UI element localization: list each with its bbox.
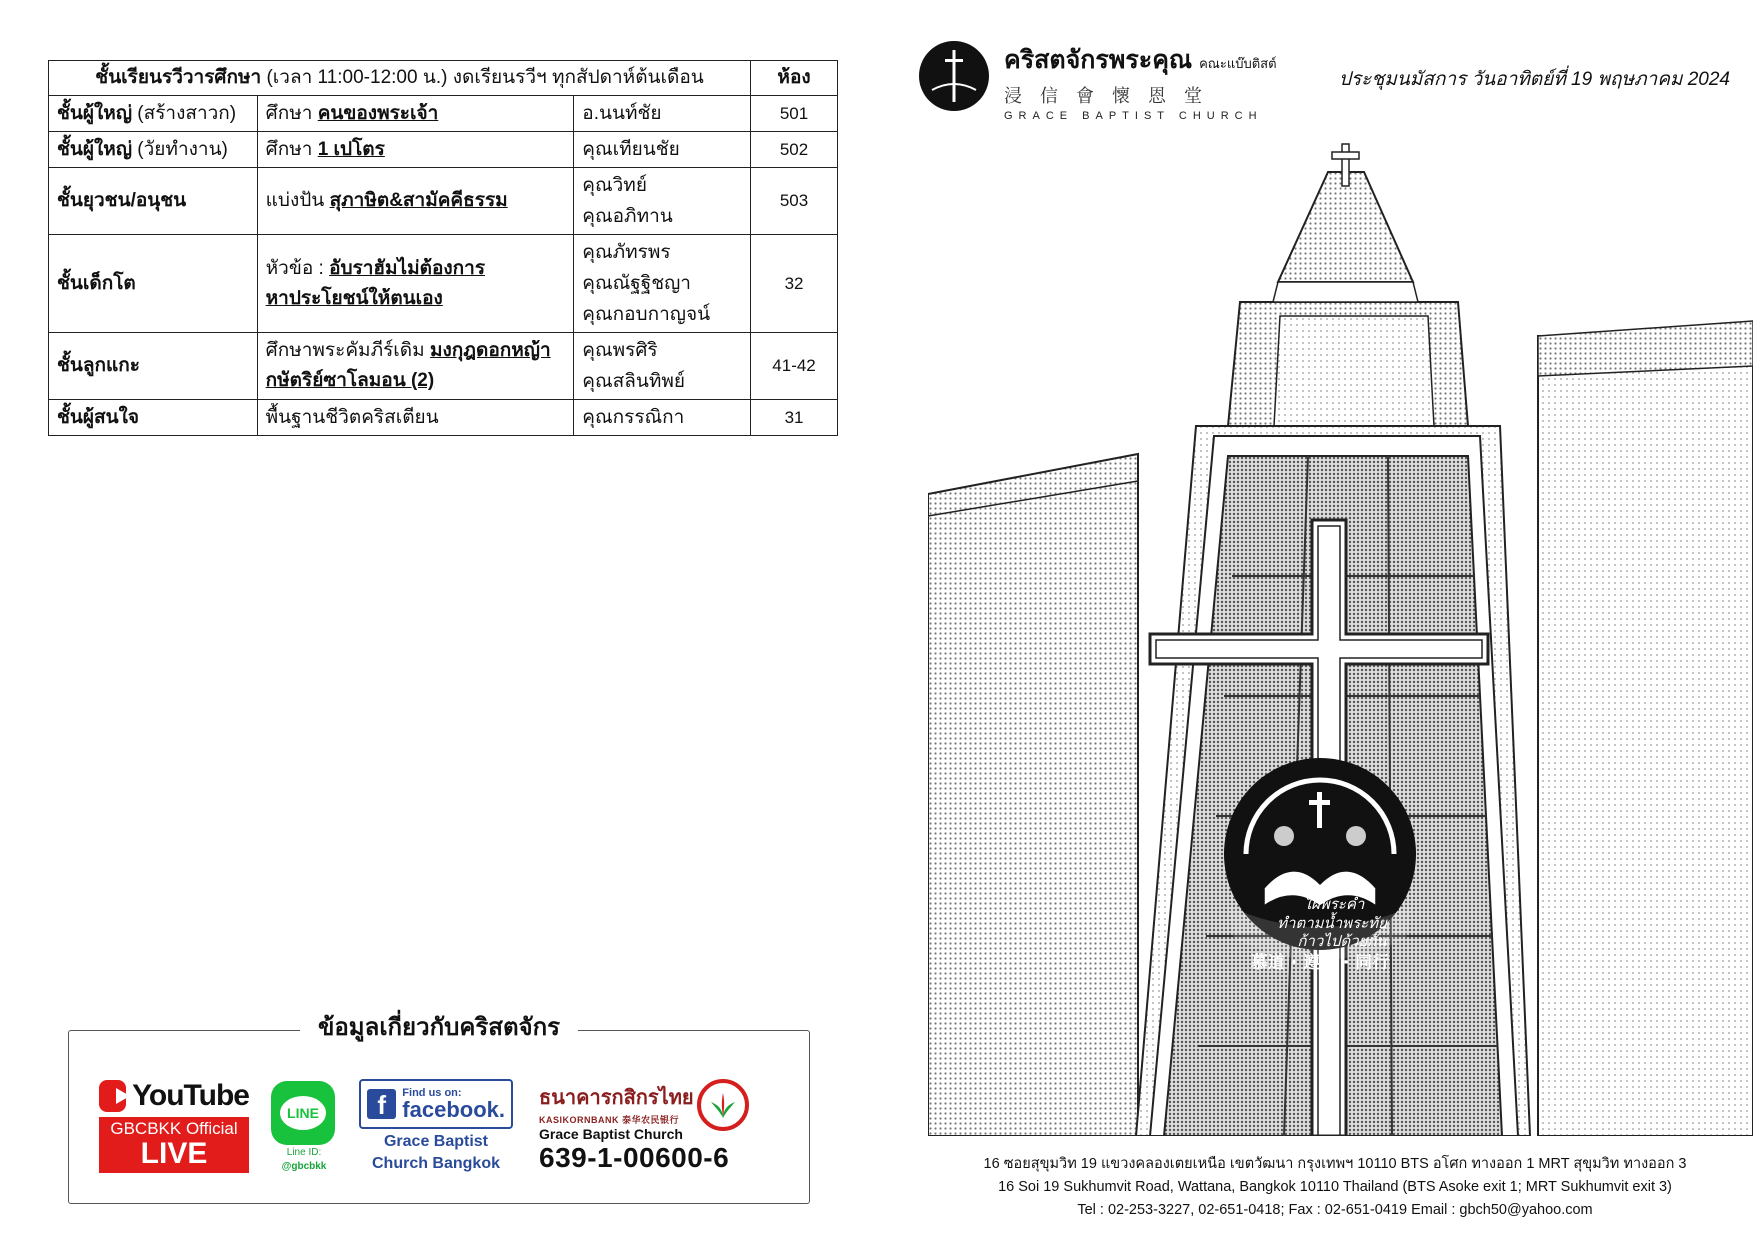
table-header-title (49, 61, 751, 96)
table-row (49, 168, 838, 235)
teacher-cell (574, 235, 751, 333)
lesson-cell (257, 132, 574, 168)
teacher-name: คุณภัทรพร (582, 242, 671, 263)
church-name-en: GRACE BAPTIST CHURCH (1004, 110, 1263, 122)
facebook-wordmark: facebook. (402, 1097, 505, 1122)
line-id-label: Line ID: (286, 1147, 322, 1158)
line-wordmark: LINE (280, 1096, 326, 1130)
bank-name-th: ธนาคารกสิกรไทย (539, 1087, 694, 1109)
class-name: ชั้นลูกแกะ (57, 355, 140, 376)
room-cell: 31 (751, 400, 838, 436)
address-en: 16 Soi 19 Sukhumvit Road, Wattana, Bangkok 10110 Thailand (BTS Asoke exit 1; MRT Sukhumvit exit 3) (998, 1179, 1672, 1195)
lesson-prefix: หัวข้อ : (265, 257, 324, 279)
line-id: @gbcbkk (281, 1161, 327, 1172)
teacher-name: คุณเทียนชัย (582, 139, 680, 160)
youtube-live-label (99, 1117, 249, 1173)
room-cell: 32 (751, 235, 838, 333)
address-th: 16 ซอยสุขุมวิท 19 แขวงคลองเตยเหนือ เขตวัฒนา กรุงเทพฯ 10110 BTS อโศก ทางออก 1 MRT สุขุมวิท ทางออก 3 (983, 1156, 1687, 1172)
line-icon (271, 1081, 335, 1145)
bank-name-en: KASIKORNBANK 泰华农民银行 (539, 1115, 680, 1125)
class-cell (49, 235, 258, 333)
info-title: ข้อมูลเกี่ยวกับคริสตจักร (300, 1014, 578, 1041)
teacher-name: คุณวิทย์ (582, 175, 647, 196)
room-cell: 502 (751, 132, 838, 168)
facebook-icon: f (367, 1089, 396, 1119)
table-row (49, 132, 838, 168)
table-row (49, 400, 838, 436)
teacher-cell (574, 132, 751, 168)
table-row (49, 235, 838, 333)
lesson-topic-line-2: หาประโยชน์ให้ตนเอง (265, 287, 443, 309)
lesson-cell (257, 333, 574, 400)
youtube-live: LIVE (140, 1137, 208, 1170)
emblem-cn-motto: 慕道 · 遵從 · 同行 (1250, 953, 1390, 973)
lesson-prefix: พื้นฐานชีวิตคริสเตียน (265, 406, 439, 428)
class-note: (วัยทำงาน) (137, 138, 228, 160)
class-name: ชั้นเด็กโต (57, 272, 136, 294)
lesson-prefix: ศึกษา (265, 138, 313, 160)
teacher-name: คุณพรศิริ (582, 340, 658, 361)
line-badge[interactable] (271, 1081, 337, 1173)
class-name: ชั้นผู้สนใจ (57, 406, 140, 428)
church-cross-logo (918, 40, 990, 112)
teacher-name: คุณสลินทิพย์ (582, 371, 686, 392)
lesson-cell (257, 235, 574, 333)
lesson-cell (257, 96, 574, 132)
room-cell: 41-42 (751, 333, 838, 400)
bank-account-name: Grace Baptist Church (539, 1126, 683, 1142)
teacher-name: คุณกอบกาญจน์ (582, 304, 711, 325)
header-room-label: ห้อง (777, 67, 811, 88)
lesson-topic: 1 เปโตร (317, 138, 385, 160)
class-name: ชั้นยุวชน/อนุชน (57, 190, 187, 211)
lesson-cell (257, 168, 574, 235)
table-header-row (49, 61, 838, 96)
class-name: ชั้นผู้ใหญ่ (57, 102, 133, 124)
youtube-channel: GBCBKK Official (110, 1119, 238, 1138)
church-name-th: คริสตจักรพระคุณ (1004, 46, 1193, 74)
header-note: (เวลา 11:00-12:00 น.) งดเรียนรวีฯ ทุกสัปดาห์ต้นเดือน (266, 67, 704, 88)
class-cell (49, 168, 258, 235)
teacher-cell (574, 96, 751, 132)
teacher-cell (574, 333, 751, 400)
lesson-topic-line-2: กษัตริย์ซาโลมอน (2) (265, 370, 435, 391)
header-title: ชั้นเรียนรวีวารศึกษา (95, 67, 262, 88)
teacher-name: คุณณัฐฐิชญา (582, 273, 691, 294)
lesson-prefix: ศึกษาพระคัมภีร์เดิม (265, 340, 425, 361)
class-cell (49, 132, 258, 168)
facebook-badge[interactable] (359, 1079, 513, 1173)
class-cell (49, 400, 258, 436)
church-address (930, 1153, 1740, 1222)
bank-account-number: 639-1-00600-6 (539, 1142, 730, 1173)
emblem-line-2: ทำตามน้ำพระทัย (1277, 914, 1387, 932)
class-cell (49, 333, 258, 400)
lesson-cell (257, 400, 574, 436)
lesson-prefix: ศึกษา (265, 102, 313, 124)
info-title-wrap (69, 1007, 809, 1046)
service-date: ประชุมนมัสการ วันอาทิตย์ที่ 19 พฤษภาคม 2024 (1338, 69, 1730, 90)
church-name-block (1004, 40, 1277, 122)
room-cell: 501 (751, 96, 838, 132)
lesson-prefix: แบ่งปัน (265, 190, 325, 211)
contact-line: Tel : 02-253-3227, 02-651-0418; Fax : 02-651-0419 Email : gbch50@yahoo.com (1077, 1202, 1593, 1218)
sunday-school-table (48, 60, 838, 436)
kbank-logo-icon (697, 1079, 749, 1131)
teacher-cell (574, 168, 751, 235)
church-building-illustration (928, 136, 1753, 1136)
facebook-page-name-2: Church Bangkok (371, 1155, 500, 1172)
lesson-topic: สุภาษิต&สามัคคีธรรม (329, 190, 508, 211)
church-name-cn: 浸信會懷恩堂 (1004, 86, 1220, 107)
emblem-line-3: ก้าวไปด้วยกัน (1297, 932, 1387, 950)
class-cell (49, 96, 258, 132)
facebook-find: Find us on: (402, 1087, 462, 1099)
lesson-topic: มงกุฎดอกหญ้า (429, 340, 551, 361)
class-name: ชั้นผู้ใหญ่ (57, 138, 133, 160)
teacher-name: คุณอภิทาน (582, 206, 673, 227)
youtube-play-icon (99, 1080, 126, 1112)
youtube-badge[interactable] (99, 1079, 249, 1173)
lesson-topic: คนของพระเจ้า (317, 102, 439, 124)
facebook-page-name-1: Grace Baptist (383, 1133, 489, 1150)
teacher-name: คุณกรรณิกา (582, 407, 685, 428)
church-denomination: คณะแบ๊บติสต์ (1199, 56, 1277, 71)
teacher-cell (574, 400, 751, 436)
church-info-box (68, 1014, 810, 1204)
table-row (49, 96, 838, 132)
class-note: (สร้างสาวก) (137, 102, 237, 124)
table-row (49, 333, 838, 400)
teacher-name: อ.นนท์ชัย (582, 103, 662, 124)
emblem-line-1: ใฝ่พระคำ (1303, 895, 1365, 913)
header-room (751, 61, 838, 96)
youtube-wordmark: YouTube (132, 1079, 249, 1112)
room-cell: 503 (751, 168, 838, 235)
bank-info (539, 1081, 789, 1174)
lesson-topic: อับราฮัมไม่ต้องการ (329, 257, 486, 279)
